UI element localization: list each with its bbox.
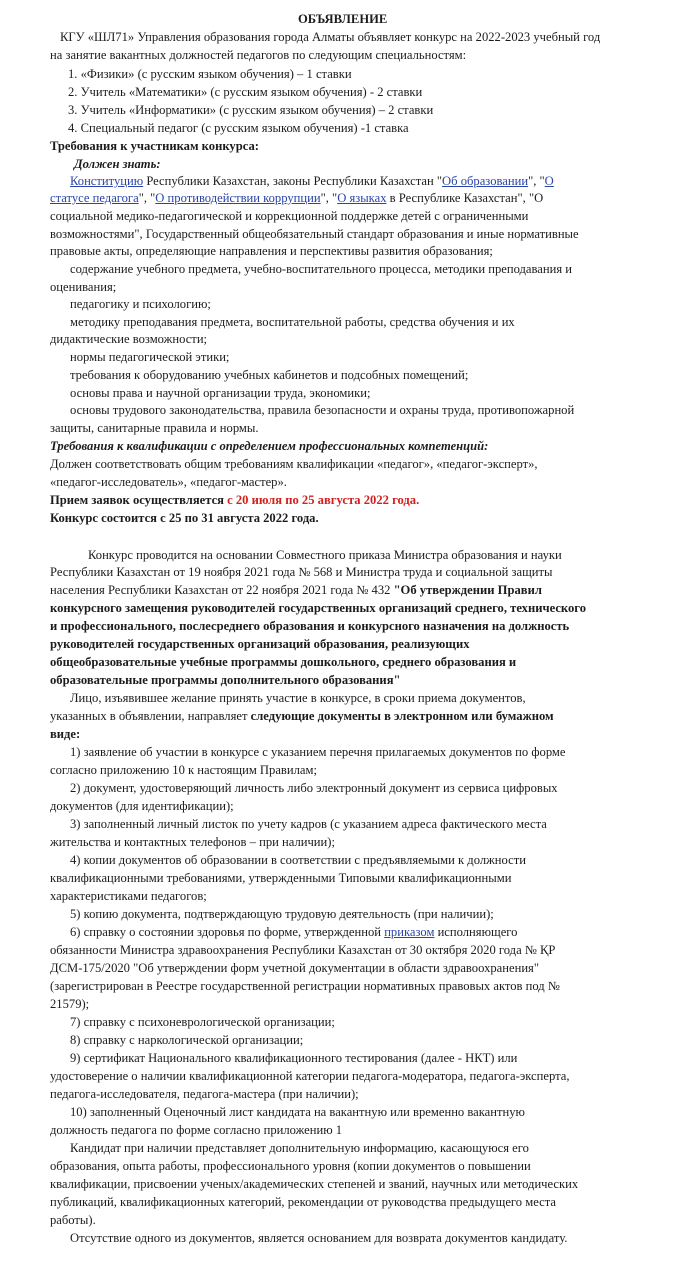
document-item: 10) заполненный Оценочный лист кандидата на вакантную или временно вакантную [70,1105,525,1119]
basis-line: конкурсного замещения руководителей государственных организаций среднего, технического [50,601,587,615]
knowledge-line: содержание учебного предмета, учебно-воспитательного процесса, методики преподавания и [70,262,573,276]
application-date-range: с 20 июля по 25 августа 2022 года. [227,493,420,507]
extra-info-line: публикаций, квалификационных категорий, рекомендации от руководства предыдущего места [50,1195,556,1209]
contest-dates: Конкурс состоится с 25 по 31 августа 2022 года. [50,511,319,525]
document-item: характеристиками педагогов; [50,889,207,903]
position-item: 1. «Физики» (с русским языком обучения) – 1 ставки [68,67,352,81]
application-dates: Прием заявок осуществляется с 20 июля по 25 августа 2022 года. [50,493,420,507]
document-item: должность педагога по форме согласно приложению 1 [50,1123,343,1137]
basis-line: и профессионального, послесреднего образования и конкурсного назначения на должность [50,619,570,633]
document-item: 4) копии документов об образовании в соответствии с предъявляемыми к должности [70,853,526,867]
documents-intro-line: виде: [50,727,81,741]
teacher-status-law-link[interactable]: статусе педагога [50,191,139,205]
knowledge-line: требования к оборудованию учебных кабинетов и подсобных помещений; [70,368,469,382]
knowledge-line: основы трудового законодательства, правила безопасности и охраны труда, противопожарной [70,403,575,417]
position-item: 4. Специальный педагог (с русским языком обучения) -1 ставка [68,121,409,135]
intro-line: КГУ «ШЛ71» Управления образования города Алматы объявляет конкурс на 2022-2023 учебный год [60,30,601,44]
document-item: согласно приложению 10 к настоящим Правилам; [50,763,317,777]
extra-info-line: образования, опыта работы, профессионального уровня (копии документов о повышении [50,1159,531,1173]
basis-line: Конкурс проводится на основании Совместного приказа Министра образования и науки [88,548,562,562]
basis-line: Республики Казахстан от 19 ноября 2021 года № 568 и Министра труда и социальной защиты [50,565,553,579]
document-item: документов (для идентификации); [50,799,234,813]
knowledge-line: Конституцию Республики Казахстан, законы Республики Казахстан "Об образовании", "О [70,174,554,188]
document-item: квалификационными требованиями, утвержденными Типовыми квалификационными [50,871,512,885]
position-item: 3. Учитель «Информатики» (с русским языком обучения) – 2 ставки [68,103,434,117]
documents-intro-line: указанных в объявлении, направляет следующие документы в электронном или бумажном [50,709,554,723]
document-item: 8) справку с наркологической организации; [70,1033,304,1047]
basis-line: образовательные программы дополнительного образования" [50,673,401,687]
knowledge-line: оценивания; [50,280,117,294]
qualification-heading: Требования к квалификации с определением профессиональных компетенций: [50,439,489,453]
document-item: 1) заявление об участии в конкурсе с указанием перечня прилагаемых документов по форме [70,745,566,759]
qualification-line: Должен соответствовать общим требованиям квалификации «педагог», «педагог-эксперт», [50,457,538,471]
extra-info-line: квалификации, присвоении ученых/академических степеней и званий, научных или методических [50,1177,579,1191]
document-item: 2) документ, удостоверяющий личность либо электронный документ из сервиса цифровых [70,781,558,795]
qualification-line: «педагог-исследователь», «педагог-мастер». [50,475,287,489]
intro-line: на занятие вакантных должностей педагогов по следующим специальностям: [50,48,467,62]
document-item: 5) копию документа, подтверждающую трудовую деятельность (при наличии); [70,907,494,921]
knowledge-line: дидактические возможности; [50,332,208,346]
education-law-link[interactable]: Об образовании [442,174,529,188]
document-item: (зарегистрирован в Реестре государственной регистрации нормативных правовых актов под № [50,979,560,993]
knowledge-line: основы права и научной организации труда, экономики; [70,386,371,400]
document-item: 7) справку с психоневрологической организации; [70,1015,335,1029]
knowledge-line: нормы педагогической этики; [70,350,230,364]
document-item: ДСМ-175/2020 "Об утверждении форм учетной документации в области здравоохранения" [50,961,539,975]
document-item: жительства и контактных телефонов – при наличии); [50,835,335,849]
knowledge-line: возможностями", Государственный общеобязательный стандарт образования и иные нормативные [50,227,579,241]
anti-corruption-law-link[interactable]: О противодействии коррупции [155,191,321,205]
knowledge-line: методику преподавания предмета, воспитательной работы, средства обучения и их [70,315,515,329]
document-item: педагога-исследователя, педагога-мастера (при наличии); [50,1087,359,1101]
knowledge-line: защиты, санитарные правила и нормы. [50,421,259,435]
knowledge-line: статусе педагога", "О противодействии коррупции", "О языках в Республике Казахстан", "О [50,191,544,205]
must-know-heading: Должен знать: [74,157,161,171]
health-order-link[interactable]: приказом [384,925,435,939]
requirements-heading: Требования к участникам конкурса: [50,139,259,153]
languages-law-link[interactable]: О языках [337,191,387,205]
document-item: 3) заполненный личный листок по учету кадров (с указанием адреса фактического места [70,817,547,831]
document-item: обязанности Министра здравоохранения Республики Казахстан от 30 октября 2020 года № ҚР [50,943,556,957]
basis-line: руководителей государственных организаций образования, реализующих [50,637,470,651]
document-item: 9) сертификат Национального квалификационного тестирования (далее - НКТ) или [70,1051,518,1065]
position-item: 2. Учитель «Математики» (с русским языком обучения) - 2 ставки [68,85,423,99]
missing-document-note: Отсутствие одного из документов, является основанием для возврата документов кандидату. [70,1231,568,1245]
document-item: 6) справку о состоянии здоровья по форме, утвержденной приказом исполняющего [70,925,518,939]
extra-info-line: работы). [50,1213,96,1227]
extra-info-line: Кандидат при наличии представляет дополнительную информацию, касающуюся его [70,1141,529,1155]
basis-line: населения Республики Казахстан от 22 ноября 2021 года № 432 "Об утверждении Правил [50,583,542,597]
knowledge-line: педагогику и психологию; [70,297,211,311]
page-title: ОБЪЯВЛЕНИЕ [298,12,388,26]
teacher-status-law-link[interactable]: О [544,174,554,188]
document-item: удостоверение о наличии квалификационной категории педагога-модератора, педагога-эксперта, [50,1069,570,1083]
document-item: 21579); [50,997,90,1011]
basis-line: общеобразовательные учебные программы дошкольного, среднего образования и [50,655,517,669]
constitution-link[interactable]: Конституцию [70,174,144,188]
knowledge-line: социальной медико-педагогической и коррекционной поддержке детей с ограниченными [50,209,529,223]
knowledge-line: правовые акты, определяющие направления и перспективы развития образования; [50,244,493,258]
documents-intro-line: Лицо, изъявившее желание принять участие в конкурсе, в сроки приема документов, [70,691,526,705]
